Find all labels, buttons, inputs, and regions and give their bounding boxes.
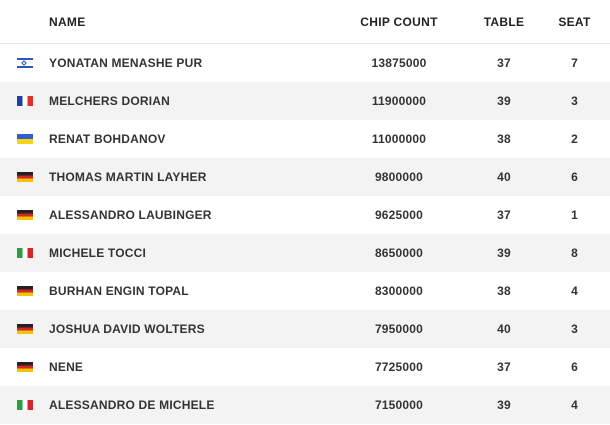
player-name: RENAT BOHDANOV: [49, 132, 166, 146]
table-number: 37: [497, 208, 511, 222]
player-name: YONATAN MENASHE PUR: [49, 56, 203, 70]
table-row: [0, 310, 610, 348]
chip-count: 11000000: [371, 132, 427, 146]
seat-number: 4: [571, 284, 578, 298]
header-table[interactable]: TABLE: [483, 14, 525, 29]
player-name: JOSHUA DAVID WOLTERS: [49, 322, 205, 336]
flag-cell: [0, 286, 49, 296]
table-row: [0, 272, 610, 310]
de-flag-icon: [17, 172, 33, 182]
table-number: 37: [497, 56, 511, 70]
player-name: MICHELE TOCCI: [49, 246, 147, 260]
flag-cell: [0, 134, 49, 144]
table-row: [0, 386, 610, 424]
seat-number: 4: [571, 398, 578, 412]
chip-count: 8300000: [374, 284, 424, 298]
seat-number: 7: [571, 56, 578, 70]
table-row: [0, 44, 610, 82]
seat-number: 3: [571, 94, 578, 108]
player-name: MELCHERS DORIAN: [49, 94, 171, 108]
table-row: [0, 158, 610, 196]
table-body: [0, 44, 610, 424]
player-name: BURHAN ENGIN TOPAL: [49, 284, 189, 298]
table-number: 39: [497, 398, 511, 412]
table-number: 40: [497, 322, 511, 336]
table-row: [0, 234, 610, 272]
table-row: [0, 82, 610, 120]
chip-count: 7150000: [374, 398, 424, 412]
chip-count: 11900000: [371, 94, 427, 108]
table-row: [0, 196, 610, 234]
chip-count: 9625000: [374, 208, 424, 222]
chip-count: 7950000: [374, 322, 424, 336]
flag-cell: [0, 400, 49, 410]
ua-flag-icon: [17, 134, 33, 144]
header-name[interactable]: NAME: [49, 14, 86, 29]
seat-number: 1: [571, 208, 578, 222]
de-flag-icon: [17, 210, 33, 220]
table-number: 39: [497, 246, 511, 260]
table-number: 37: [497, 360, 511, 374]
seat-number: 6: [571, 170, 578, 184]
seat-number: 3: [571, 322, 578, 336]
flag-cell: [0, 96, 49, 106]
player-name: THOMAS MARTIN LAYHER: [49, 170, 207, 184]
il-flag-icon: [17, 58, 33, 68]
chip-count: 7725000: [374, 360, 424, 374]
flag-cell: [0, 210, 49, 220]
table-header: [0, 0, 610, 44]
it-flag-icon: [17, 400, 33, 410]
fr-flag-icon: [17, 96, 33, 106]
table-row: [0, 348, 610, 386]
flag-cell: [0, 58, 49, 68]
table-row: [0, 120, 610, 158]
de-flag-icon: [17, 286, 33, 296]
it-flag-icon: [17, 248, 33, 258]
seat-number: 8: [571, 246, 578, 260]
chip-count: 13875000: [371, 56, 427, 70]
table-number: 38: [497, 284, 511, 298]
flag-cell: [0, 362, 49, 372]
de-flag-icon: [17, 362, 33, 372]
seat-number: 2: [571, 132, 578, 146]
chip-count: 8650000: [374, 246, 424, 260]
flag-cell: [0, 248, 49, 258]
player-name: ALESSANDRO LAUBINGER: [49, 208, 212, 222]
table-number: 38: [497, 132, 511, 146]
seat-number: 6: [571, 360, 578, 374]
flag-cell: [0, 172, 49, 182]
player-name: ALESSANDRO DE MICHELE: [49, 398, 215, 412]
player-name: NENE: [49, 360, 84, 374]
de-flag-icon: [17, 324, 33, 334]
table-number: 39: [497, 94, 511, 108]
table-number: 40: [497, 170, 511, 184]
header-chip-count[interactable]: CHIP COUNT: [360, 14, 438, 29]
flag-cell: [0, 324, 49, 334]
chip-count: 9800000: [374, 170, 424, 184]
header-seat[interactable]: SEAT: [558, 14, 591, 29]
